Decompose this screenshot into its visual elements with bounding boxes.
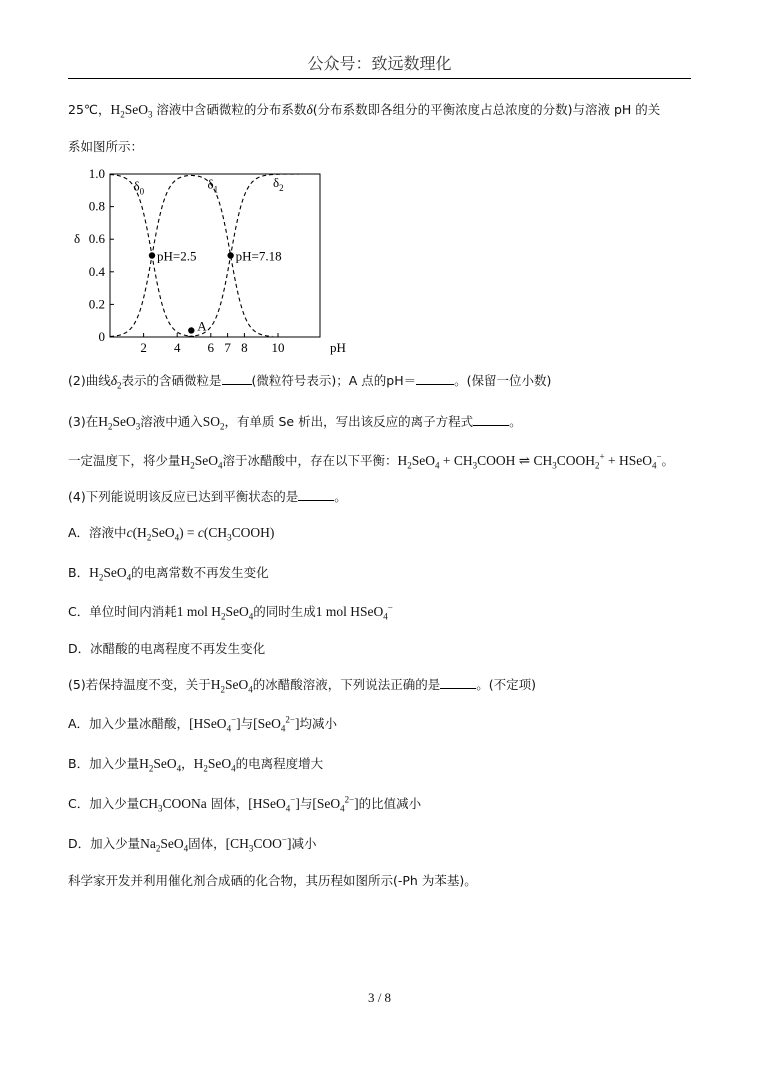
q5-option-b[interactable]: B．加入少量$H_2SeO_4$，$H_2SeO_4$的电离程度增大 [68,756,324,774]
q4-option-a[interactable]: A．溶液中$c(H_2SeO_4)$ = $c(CH_3COOH)$ [68,525,275,543]
intro-line-2: 系如图所示： [68,139,144,154]
intro-line-1: 25℃，$H_2SeO_3$ 溶液中含硒微粒的分布系数δ(分布系数即各组分的平衡浓度占总浓度的分数)与溶液 pH 的关 [68,102,661,120]
q5-option-c[interactable]: C．加入少量$CH_3COONa$ 固体，[HSeO$_4$−]与[SeO$_4^{2-}$]的比值减小 [68,794,422,814]
y-axis-label: δ [74,231,81,247]
header-title: 公众号：致远数理化 [307,54,452,73]
question-2: (2)曲线$\delta_2$表示的含硒微粒是 (微粒符号表示)；A 点的pH＝ 。(保留一位小数) [68,373,552,391]
point-marker [149,252,155,258]
x-tick-label: 10 [271,340,285,355]
q4-option-d[interactable]: D．冰醋酸的电离程度不再发生变化 [68,641,266,656]
plot-frame [110,174,320,337]
curve-label-δ0: $\delta_0$ [133,178,145,197]
question-4-stem: (4)下列能说明该反应已达到平衡状态的是 。 [68,489,347,504]
q4-option-b[interactable]: B．$H_2SeO_4$的电离常数不再发生变化 [68,565,269,583]
x-axis-label: pH [330,340,346,355]
page-number: 3 / 8 [367,990,392,1005]
y-tick-label: 0.8 [88,198,105,214]
y-tick-label: 0 [98,329,105,344]
y-tick-label: 0.6 [88,231,105,247]
point-marker [227,252,233,258]
distribution-chart [68,162,348,362]
answer-blank[interactable] [440,676,476,689]
x-tick-label: 8 [241,340,248,355]
y-tick-label: 1.0 [88,166,105,181]
y-tick-label: 0.4 [88,263,105,279]
question-5-stem: (5)若保持温度不变，关于$H_2SeO_4$的冰醋酸溶液，下列说法正确的是 。(不定项) [68,677,536,695]
q4-option-c[interactable]: C．单位时间内消耗1 mol $H_2SeO_4$的同时生成1 mol HSeO$_4$− [68,602,393,622]
chart-points [149,249,282,334]
x-tick-label: 4 [173,340,181,355]
page-header [68,52,691,79]
question-3: (3)在$H_2SeO_3$溶液中通入$SO_2$，有单质 Se 析出，写出该反应的离子方程式 。 [68,414,522,432]
chart-frame [110,174,320,337]
point-label: pH=2.5 [157,248,197,264]
q5-option-a[interactable]: A．加入少量冰醋酸，[HSeO$_4$−]与[SeO$_4^{2-}$]均减小 [68,714,337,734]
curve-label-δ2: $\delta_2$ [272,175,284,194]
chart-curves [110,174,320,337]
x-tick-label: 2 [140,340,147,355]
point-marker [188,327,194,333]
answer-blank[interactable] [222,372,252,385]
point-label: A [197,318,207,334]
q5-option-d[interactable]: D．加入少量$Na_2SeO_4$固体，$[CH_3COO^-]$减小 [68,834,317,854]
answer-blank[interactable] [298,488,334,501]
answer-blank[interactable] [473,413,509,426]
point-label: pH=7.18 [235,248,282,264]
x-tick-label: 7 [224,340,231,355]
y-tick-label: 0.2 [88,296,105,312]
x-tick-label: 6 [207,340,215,355]
closing-text: 科学家开发并利用催化剂合成硒的化合物，其历程如图所示(-Ph 为苯基)。 [68,873,477,888]
curve-label-δ1: $\delta_1$ [207,176,219,195]
answer-blank[interactable] [416,372,454,385]
chart-ticks [74,166,346,355]
equilibrium-statement: 一定温度下，将少量$H_2SeO_4$溶于冰醋酸中，存在以下平衡：$H_2SeO_4$ + $CH_3COOH$ ⇌ $CH_3COOH_2^+$ + HSeO$_4$−。 [68,451,675,471]
